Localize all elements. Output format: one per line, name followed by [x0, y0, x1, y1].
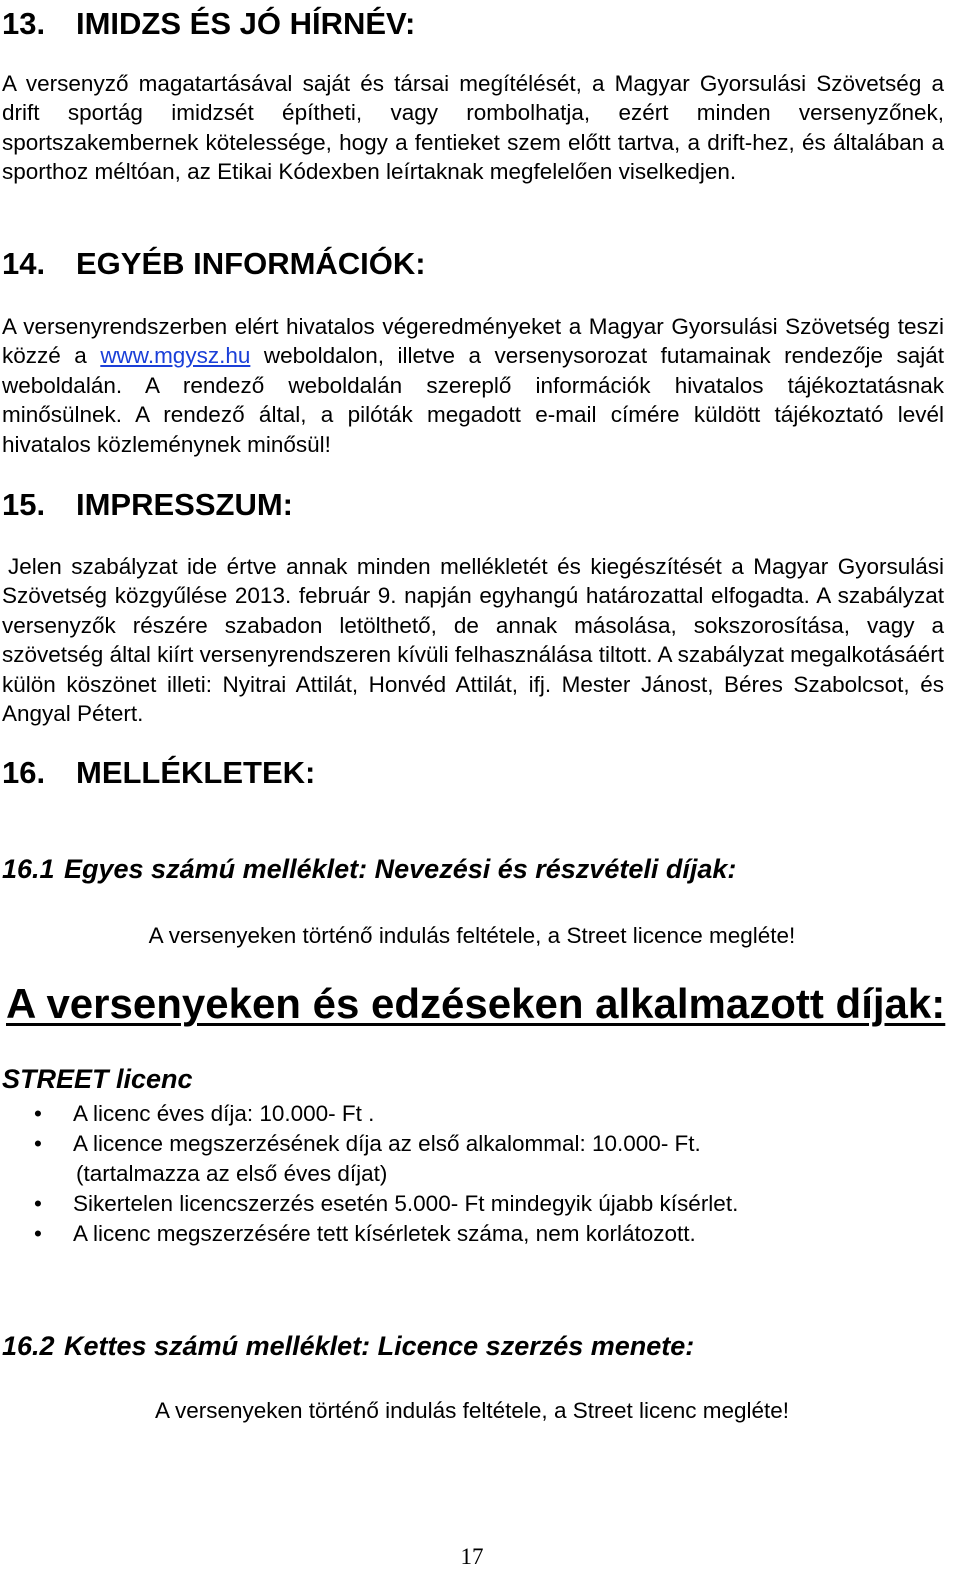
section-title: IMIDZS ÉS JÓ HÍRNÉV:	[76, 6, 416, 41]
street-licence-title: STREET licenc	[2, 1064, 193, 1094]
appendix-16-2-note: A versenyeken történő indulás feltétele, a Street licenc megléte!	[154, 1398, 790, 1423]
page-number: 17	[460, 1544, 484, 1569]
section-15-heading	[2, 487, 293, 523]
appendix-16-1-note: A versenyeken történő indulás feltétele, a Street licence megléte!	[148, 923, 796, 948]
fees-heading: A versenyeken és edzéseken alkalmazott díjak:	[6, 980, 946, 1027]
section-16-heading	[2, 755, 315, 791]
subsection-number: 16.2	[2, 1331, 55, 1361]
section-number: 13.	[2, 6, 46, 41]
paragraph-text: A versenyrendszerben elért hivatalos végeredményeket a Magyar Gyorsulási Szövetség teszi közzé a	[2, 314, 944, 369]
section-number: 16.	[2, 755, 46, 790]
section-title: IMPRESSZUM:	[76, 487, 293, 522]
street-licence-fee-list	[0, 1099, 944, 1249]
website-link[interactable]: www.mgysz.hu	[100, 343, 251, 369]
appendix-16-1-heading	[2, 853, 736, 885]
subsection-number: 16.1	[2, 854, 55, 884]
section-title: MELLÉKLETEK:	[76, 755, 316, 790]
subsection-title: Kettes számú melléklet: Licence szerzés menete:	[64, 1331, 695, 1361]
section-15-paragraph: Jelen szabályzat ide értve annak minden mellékletét és kiegészítését a Magyar Gyorsulási Szövetség közgyűlése 2013. február 9. napján egyhangú határozattal elfogadta. A szabályzat versenyzők részére szabadon letölthető, de annak másolása, sokszorosítása, vagy a szövetség által kiírt versenyrendszeren kívüli felhasználása tiltott. A szabályzat megalkotásáért külön köszönet illeti: Nyitrai Attilát, Honvéd Attilát, ifj. Mester Jánost, Béres Szabolcsot, és Angyal Pétert.	[2, 554, 944, 727]
list-item: • A licenc megszerzésére tett kísérletek száma, nem korlátozott.	[0, 1219, 944, 1249]
subsection-title: Egyes számú melléklet: Nevezési és részvételi díjak:	[64, 854, 737, 884]
section-14-paragraph	[2, 312, 944, 459]
section-number: 14.	[2, 246, 46, 281]
section-title: EGYÉB INFORMÁCIÓK:	[76, 246, 426, 281]
paragraph-text: weboldalon, illetve a versenysorozat futamainak rendezője saját weboldalán. A rendező weboldalán szereplő információk hivatalos tájékoztatásnak minősülnek. A rendező által, a pilóták megadott e-mail címére küldött tájékoztató levél hivatalos közleménynek minősül!	[2, 343, 944, 457]
list-item: • Sikertelen licencszerzés esetén 5.000- Ft mindegyik újabb kísérlet.	[0, 1189, 944, 1219]
appendix-16-2-heading	[2, 1330, 694, 1362]
list-item: • A licence megszerzésének díja az első alkalommal: 10.000- Ft.	[0, 1129, 944, 1159]
list-item-continuation: (tartalmazza az első éves díjat)	[76, 1161, 388, 1186]
section-14-heading	[2, 246, 426, 282]
section-13-paragraph: A versenyző magatartásával saját és társai megítélését, a Magyar Gyorsulási Szövetség a drift sportág imidzsét építheti, vagy rombolhatja, ezért minden versenyzőnek, sportszakembernek kötelessége, hogy a fentieket szem előtt tartva, a drift-hez, és általában a sporthoz méltóan, az Etikai Kódexben leírtaknak megfelelően viselkedjen.	[2, 71, 944, 185]
section-13-heading	[2, 6, 415, 42]
list-item: • A licenc éves díja: 10.000- Ft .	[0, 1099, 944, 1129]
section-number: 15.	[2, 487, 46, 522]
